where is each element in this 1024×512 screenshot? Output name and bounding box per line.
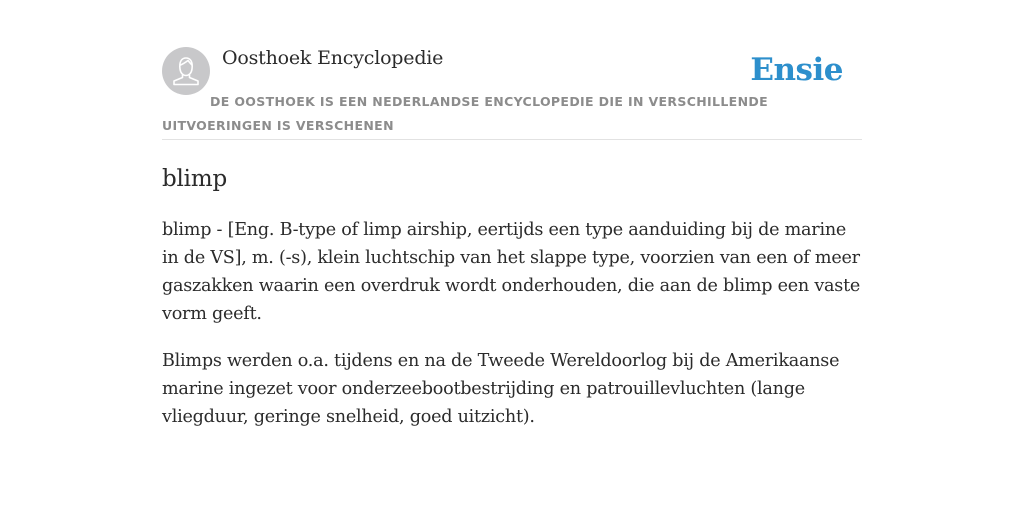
site-name[interactable]: Oosthoek Encyclopedie (222, 47, 444, 69)
avatar[interactable] (162, 47, 210, 95)
site-header (162, 46, 862, 140)
page-container (162, 46, 862, 431)
site-tagline: DE OOSTHOEK IS EEN NEDERLANDSE ENCYCLOPEDIE DIE IN VERSCHILLENDE UITVOERINGEN IS VERSCHENEN (162, 94, 768, 133)
article-title: blimp (162, 166, 227, 192)
article-paragraph: blimp - [Eng. B-type of limp airship, eertijds een type aanduiding bij de marine in de VS], m. (-s), klein luchtschip van het slappe type, voorzien van een of meer gaszakken waarin een overdruk wordt onderhouden, die aan de blimp een vaste vorm geeft. (162, 220, 861, 324)
brand-logo[interactable]: Ensie (750, 52, 843, 88)
article-paragraph: Blimps werden o.a. tijdens en na de Tweede Wereldoorlog bij de Amerikaanse marine ingezet voor onderzeebootbestrijding en patrouillevluchten (lange vliegduur, geringe snelheid, goed uitzicht). (162, 351, 840, 427)
user-icon (162, 47, 210, 95)
